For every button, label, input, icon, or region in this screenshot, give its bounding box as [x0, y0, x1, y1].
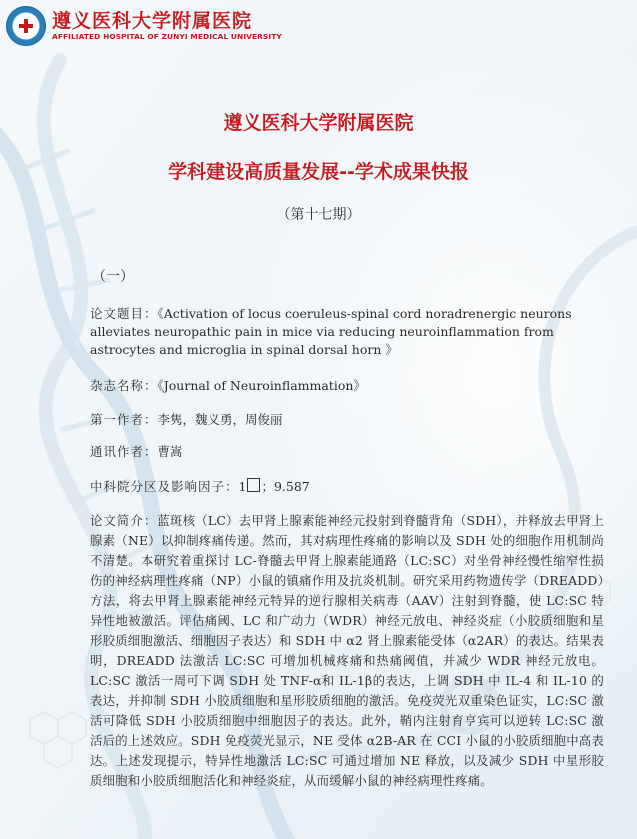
- impact-factor-label: 中科院分区及影响因子：: [90, 479, 239, 494]
- impact-factor-value-prefix: 1: [238, 479, 247, 494]
- hospital-seal-icon: [6, 6, 46, 46]
- journal-label: 杂志名称：: [90, 378, 158, 393]
- abstract-label: 论文简介：: [90, 513, 158, 528]
- document-title-hospital: 遵义医科大学附属医院: [223, 112, 414, 134]
- journal-value: 《Journal of Neuroinflammation》: [157, 378, 366, 393]
- paper-title-value: 《Activation of locus coeruleus-spinal cord noradrenergic neurons alleviates neuropathic pain in mice via reducing neuroinflammation from astrocytes and microglia in spinal dorsal horn 》: [90, 306, 572, 357]
- first-author-field: [90, 411, 605, 429]
- corresponding-author-value: 曹嵩: [157, 444, 183, 459]
- impact-factor-value-suffix: ；9.587: [261, 479, 310, 494]
- abstract-value: 蓝斑核（LC）去甲肾上腺素能神经元投射到脊髓背角（SDH），并释放去甲肾上腺素（NE）以抑制疼痛传递。然而，其对病理性疼痛的影响以及 SDH 处的细胞作用机制尚不清楚。本研究着重探讨 LC-脊髓去甲肾上腺素能通路（LC:SC）对坐骨神经慢性缩窄性损伤的神经病理性疼痛（NP）小鼠的镇痛作用及抗炎机制。研究采用药物遗传学（DREADD）方法，将去甲肾上腺素能神经元特异的逆行腺相关病毒（AAV）注射到脊髓，使 LC:SC 特异性地被激活。评估痛阈、LC 和广动力（WDR）神经元放电、神经炎症（小胶质细胞和星形胶质细胞激活、细胞因子表达）和 SDH 中 α2 肾上腺素能受体（α2AR）的表达。结果表明，DREADD 法激活 LC:SC 可增加机械疼痛和热痛阈值，并减少 WDR 神经元放电。LC:SC 激活一周可下调 SDH 处 TNF-α和 IL-1β的表达，上调 SDH 中 IL-4 和 IL-10 的表达，并抑制 SDH 小胶质细胞和星形胶质细胞的激活。免疫荧光双重染色证实，LC:SC 激活可降低 SDH 小胶质细胞中细胞因子的表达。此外，鞘内注射育亨宾可以逆转 LC:SC 激活后的上述效应。SDH 免疫荧光显示，NE 受体 α2B-AR 在 CCI 小鼠的小胶质细胞中高表达。上述发现提示，特异性地激活 LC:SC 可通过增加 NE 释放，以及减少 SDH 中星形胶质细胞和小胶质细胞活化和神经炎症，从而缓解小鼠的神经病理性疼痛。: [90, 513, 605, 788]
- logo-english-name: AFFILIATED HOSPITAL OF ZUNYI MEDICAL UNIVERSITY: [52, 32, 282, 41]
- paper-title-label: 论文题目：: [90, 306, 158, 321]
- medical-cross-icon: [19, 19, 33, 33]
- missing-glyph-box-icon: [247, 478, 260, 492]
- corresponding-author-label: 通讯作者：: [90, 444, 158, 459]
- first-author-value: 李隽，魏义勇，周俊丽: [157, 412, 283, 427]
- logo-chinese-name: 遵义医科大学附属医院: [52, 10, 253, 32]
- section-number: （一）: [92, 269, 134, 285]
- hospital-logo-header: [6, 6, 282, 46]
- first-author-label: 第一作者：: [90, 412, 158, 427]
- abstract-field: [90, 511, 604, 791]
- paper-title-field: [90, 305, 605, 359]
- journal-field: [90, 377, 605, 395]
- corresponding-author-field: [90, 443, 605, 461]
- logo-text: [52, 10, 282, 42]
- impact-factor-field: [90, 478, 605, 496]
- document-title-report: 学科建设高质量发展--学术成果快报: [168, 161, 469, 183]
- issue-number: （第十七期）: [276, 207, 361, 223]
